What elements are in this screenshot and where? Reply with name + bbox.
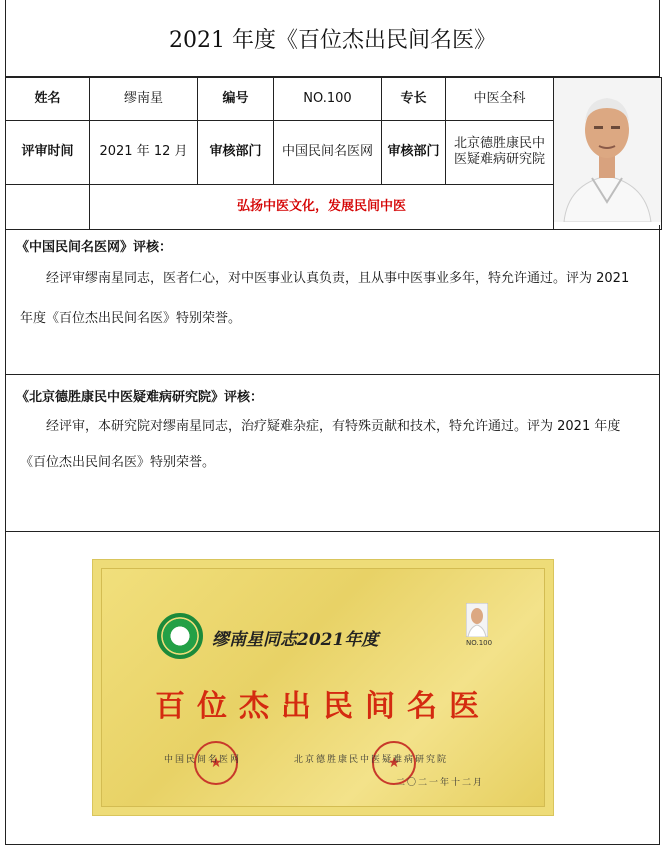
association-logo-icon (157, 613, 203, 659)
certificate-issuer-1: 中国民间名医网 (164, 755, 242, 765)
empty-cell (6, 184, 90, 229)
specialty-value: 中医全科 (446, 78, 554, 121)
dept2-value: 北京德胜康民中医疑难病研究院 (446, 121, 554, 185)
certificate-issuer-2: 北京德胜康民中医疑难病研究院 (294, 755, 449, 765)
specialty-label: 专长 (382, 78, 446, 121)
review1-text: 经评审缪南星同志，医者仁心，对中医事业认真负责，且从事中医事业多年，特允许通过。评为 2021 年度《百位杰出民间名医》特别荣誉。 (20, 271, 630, 326)
certificate-heading: 缪南星同志2021年度 (212, 630, 379, 650)
review2-title: 《北京德胜康民中医疑难病研究院》评核： (16, 390, 264, 405)
dept1-value: 中国民间名医网 (274, 121, 382, 185)
review1-title: 《中国民间名医网》评核： (16, 240, 173, 255)
portrait-image (554, 78, 661, 222)
dept2-label: 审核部门 (382, 121, 446, 185)
review-section-2 (5, 375, 660, 532)
certificate-portrait (466, 603, 488, 637)
slogan: 弘扬中医文化，发展民间中医 (90, 184, 554, 229)
review-time-label: 评审时间 (6, 121, 90, 185)
certificate-date: 二〇二一年十二月 (395, 778, 484, 788)
number-label: 编号 (198, 78, 274, 121)
review2-text: 经评审，本研究院对缪南星同志，治疗疑难杂症，有特殊贡献和技术，特允许通过。评为 2021 年度《百位杰出民间名医》特别荣誉。 (20, 419, 621, 470)
number-value: NO.100 (274, 78, 382, 121)
certificate-panel (101, 568, 545, 807)
dept1-label: 审核部门 (198, 121, 274, 185)
certificate-number: NO.100 (466, 639, 493, 647)
review-time-value: 2021 年 12 月 (90, 121, 198, 185)
certificate-title: 百位杰出民间名医 (155, 689, 491, 724)
portrait-photo (554, 78, 662, 230)
certificate (93, 560, 553, 815)
info-table (5, 77, 662, 230)
name-label: 姓名 (6, 78, 90, 121)
review-section-1 (5, 225, 660, 375)
page-title: 2021 年度《百位杰出民间名医》 (5, 0, 660, 77)
name-value: 缪南星 (90, 78, 198, 121)
